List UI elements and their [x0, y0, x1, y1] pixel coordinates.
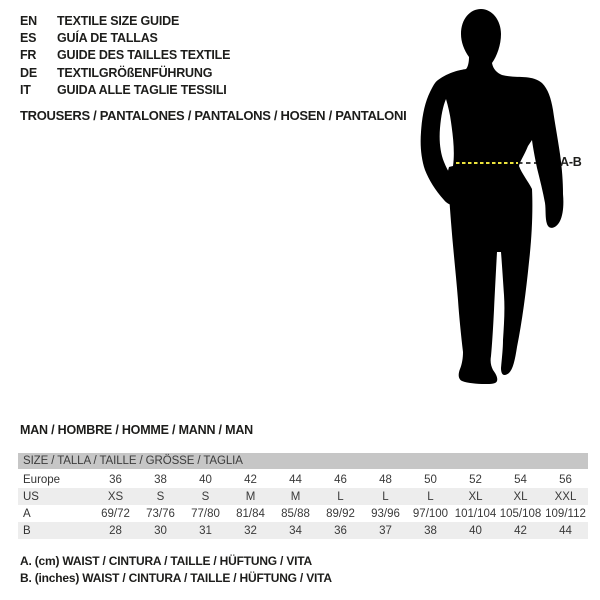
size-cell: 37 — [363, 522, 408, 539]
man-silhouette-shape — [421, 9, 564, 384]
size-cell: 54 — [514, 473, 527, 486]
language-code: ES — [20, 31, 37, 46]
man-silhouette-figure — [405, 0, 600, 400]
table-row-b-inches — [18, 522, 588, 539]
language-label: GUIDA ALLE TAGLIE TESSILI — [57, 83, 227, 98]
size-cell: 105/108 — [499, 507, 542, 520]
size-cell: XS — [93, 488, 138, 505]
size-cell: 32 — [228, 522, 273, 539]
size-cell: L — [408, 488, 453, 505]
row-label: US — [18, 488, 93, 505]
table-row-europe — [18, 471, 588, 488]
size-cell: 85/88 — [281, 507, 310, 520]
size-cell: S — [138, 488, 183, 505]
size-cell: 97/100 — [412, 507, 449, 520]
size-cell: 77/80 — [191, 507, 220, 520]
footnote-b: B. (inches) WAIST / CINTURA / TAILLE / HÜFTUNG / VITA — [20, 571, 332, 585]
size-cell: L — [318, 488, 363, 505]
size-cell: 31 — [183, 522, 228, 539]
size-table-grid — [18, 471, 588, 539]
size-cell: 89/92 — [326, 507, 355, 520]
table-row-a-cm — [18, 505, 588, 522]
size-cell: 42 — [498, 522, 543, 539]
size-cell: XL — [498, 488, 543, 505]
size-cell: S — [183, 488, 228, 505]
table-row-us — [18, 488, 588, 505]
language-label: TEXTILGRÖßENFÜHRUNG — [57, 65, 213, 80]
gender-heading: MAN / HOMBRE / HOMME / MANN / MAN — [20, 423, 253, 437]
size-cell: 36 — [318, 522, 363, 539]
size-table-header: SIZE / TALLA / TAILLE / GRÖSSE / TAGLIA — [18, 453, 588, 469]
man-silhouette-svg — [405, 0, 600, 400]
language-row-de — [20, 64, 230, 81]
size-cell: 101/104 — [454, 507, 497, 520]
size-cell: 28 — [93, 522, 138, 539]
size-cell: L — [363, 488, 408, 505]
size-cell: 36 — [109, 473, 122, 486]
footnote-a: A. (cm) WAIST / CINTURA / TAILLE / HÜFTUNG / VITA — [20, 554, 312, 568]
language-code: EN — [20, 13, 37, 28]
row-label: B — [18, 522, 93, 539]
size-cell: 44 — [289, 473, 302, 486]
row-label: Europe — [23, 473, 61, 486]
language-label: GUIDE DES TAILLES TEXTILE — [57, 48, 231, 63]
size-cell: 109/112 — [545, 507, 586, 520]
measurement-footnotes — [20, 553, 332, 587]
size-cell: 34 — [273, 522, 318, 539]
size-cell: 44 — [543, 522, 588, 539]
size-cell: 40 — [199, 473, 212, 486]
language-guide — [20, 12, 230, 99]
size-cell: XXL — [543, 488, 588, 505]
size-table — [18, 453, 588, 539]
language-row-es — [20, 29, 230, 46]
size-cell: 48 — [379, 473, 392, 486]
size-cell: 50 — [424, 473, 437, 486]
language-code: FR — [20, 48, 37, 63]
size-cell: M — [273, 488, 318, 505]
language-code: DE — [20, 65, 37, 80]
language-label: GUÍA DE TALLAS — [57, 31, 158, 46]
size-cell: 38 — [408, 522, 453, 539]
size-cell: 42 — [244, 473, 257, 486]
size-cell: M — [228, 488, 273, 505]
size-cell: 56 — [559, 473, 572, 486]
language-row-it — [20, 82, 230, 99]
garment-heading: TROUSERS / PANTALONES / PANTALONS / HOSEN / PANTALONI — [20, 108, 407, 123]
language-row-fr — [20, 47, 230, 64]
language-label: TEXTILE SIZE GUIDE — [57, 13, 180, 28]
measure-label: A-B — [560, 155, 582, 169]
size-cell: 73/76 — [146, 507, 175, 520]
size-cell: 40 — [453, 522, 498, 539]
size-cell: XL — [453, 488, 498, 505]
size-cell: 81/84 — [236, 507, 265, 520]
row-label: A — [23, 507, 31, 520]
size-cell: 30 — [138, 522, 183, 539]
size-cell: 38 — [154, 473, 167, 486]
language-row-en — [20, 12, 230, 29]
size-cell: 93/96 — [371, 507, 400, 520]
size-cell: 46 — [334, 473, 347, 486]
size-cell: 52 — [469, 473, 482, 486]
language-code: IT — [20, 83, 31, 98]
size-cell: 69/72 — [101, 507, 130, 520]
